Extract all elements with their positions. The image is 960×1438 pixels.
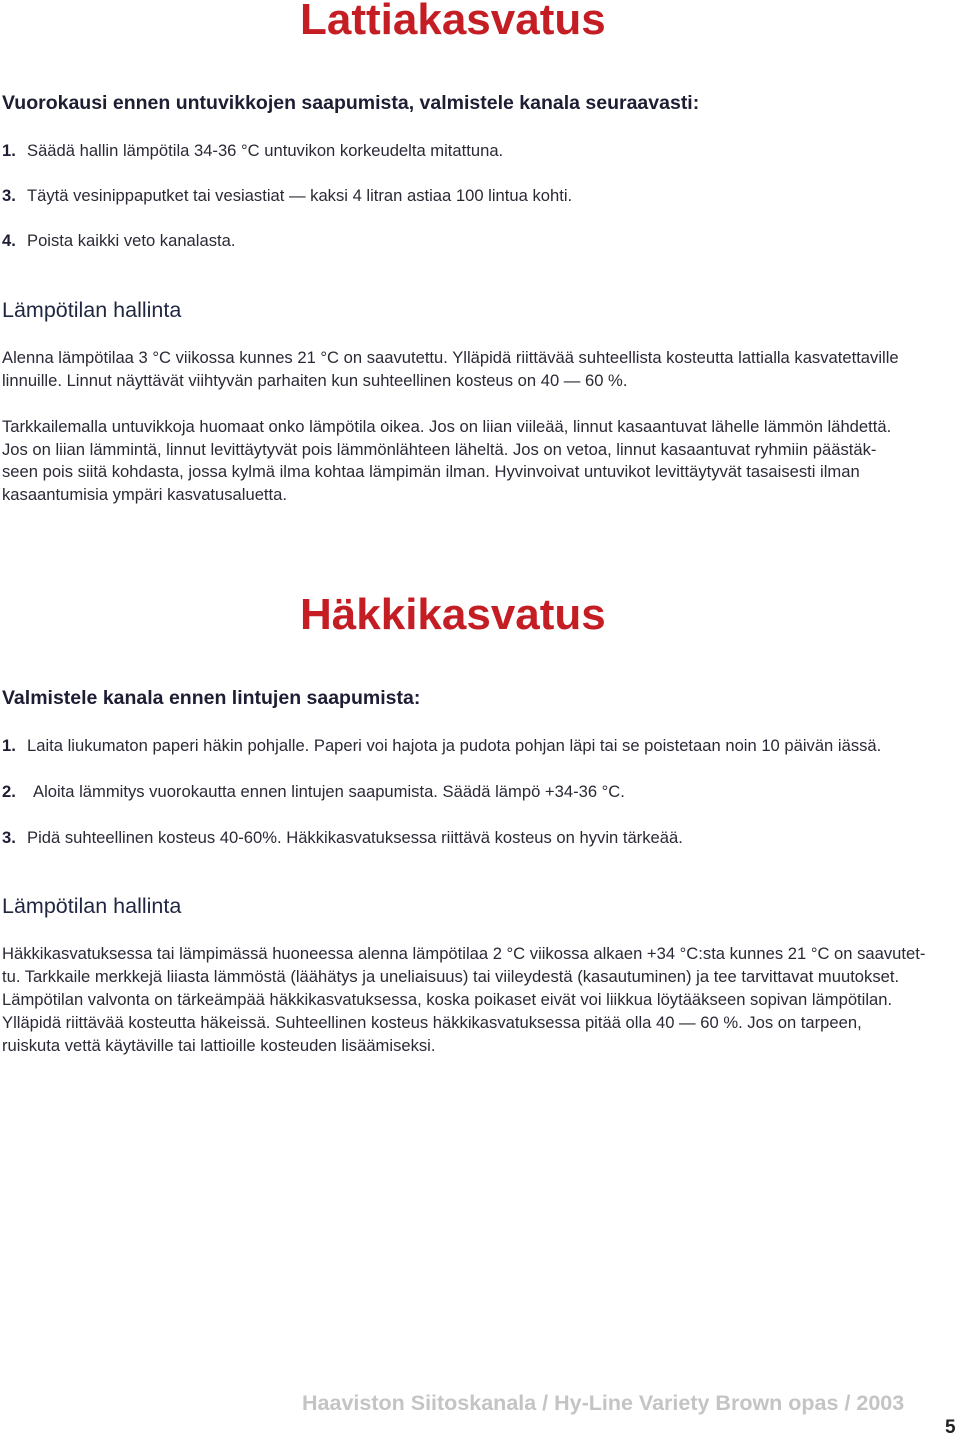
- step-number: 1.: [2, 141, 16, 160]
- paragraph-line: ruiskuta vettä käytäville tai lattioille kosteuden lisäämiseksi.: [2, 1036, 436, 1055]
- footer-credit: Haaviston Siitoskanala / Hy-Line Variety Brown opas / 2003: [302, 1391, 905, 1415]
- step-number: 1.: [2, 736, 16, 755]
- paragraph-line: kasaantumisia ympäri kasvatusaluetta.: [2, 484, 287, 504]
- step-text: Täytä vesinippaputket tai vesiastiat — kaksi 4 litran astiaa 100 lintua kohti.: [27, 186, 573, 205]
- paragraph-line: Ylläpidä riittävää kosteutta häkeissä. Suhteellinen kosteus häkkikasvatuksessa pitää olla 40 — 60 %. Jos on tarpeen,: [2, 1013, 862, 1032]
- paragraph-line: tu. Tarkkaile merkkejä liiasta lämmöstä (läähätys ja uneliaisuus) tai viileydestä (kasautuminen) ja tee tarvittavat muutokset.: [2, 967, 900, 986]
- page-number: 5: [945, 1417, 956, 1438]
- cage-step: [2, 780, 625, 804]
- step-text: Aloita lämmitys vuorokautta ennen lintujen saapumista. Säädä lämpö +34-36 °C.: [33, 782, 625, 801]
- paragraph-line: seen pois siitä kohdasta, jossa kylmä ilma kohtaa lämpimän ilman. Hyvinvoivat untuvikot levittäytyvät tasaisesti ilman: [2, 462, 860, 481]
- cage-section-title: Häkkikasvatus: [300, 590, 606, 639]
- paragraph-line: Jos on liian lämmintä, linnut levittäytyvät pois lämmönlähteen läheltä. Jos on vetoa, linnut kasaantuvat ryhmiin päästäk-: [2, 439, 877, 459]
- floor-humidity-paragraph: [2, 346, 899, 392]
- cage-temperature-paragraph: [2, 942, 925, 1057]
- floor-intro-heading: Vuorokausi ennen untuvikkojen saapumista, valmistele kanala seuraavasti:: [2, 92, 700, 114]
- step-number: 3.: [2, 828, 16, 847]
- floor-step: [2, 229, 235, 253]
- cage-temperature-heading: Lämpötilan hallinta: [2, 894, 182, 918]
- floor-step: [2, 184, 572, 208]
- step-text: Pidä suhteellinen kosteus 40-60%. Häkkikasvatuksessa riittävä kosteus on hyvin tärkeää.: [27, 828, 683, 847]
- step-text: Säädä hallin lämpötila 34-36 °C untuvikon korkeudelta mitattuna.: [27, 141, 504, 160]
- paragraph-line: Lämpötilan valvonta on tärkeämpää häkkikasvatuksessa, koska poikaset eivät voi liikkua löytääkseen sopivan lämpötilan.: [2, 990, 893, 1009]
- floor-observation-paragraph: [2, 416, 891, 506]
- step-number: 3.: [2, 186, 16, 205]
- cage-step: [2, 826, 683, 850]
- paragraph-line: linnuille. Linnut näyttävät viihtyvän parhaiten kun suhteellinen kosteus on 40 — 60 %.: [2, 371, 628, 390]
- paragraph-line: Häkkikasvatuksessa tai lämpimässä huoneessa alenna lämpötilaa 2 °C viikossa alkaen +34 °C:sta kunnes 21 °C on saavutet-: [2, 944, 926, 963]
- step-number: 4.: [2, 231, 16, 250]
- floor-section-title: Lattiakasvatus: [300, 0, 606, 44]
- paragraph-line: Alenna lämpötilaa 3 °C viikossa kunnes 21 °C on saavutettu. Ylläpidä riittävää suhteellista kosteutta lattialla kasvatettaville: [2, 348, 899, 367]
- floor-temperature-heading: Lämpötilan hallinta: [2, 298, 182, 322]
- cage-intro-heading: Valmistele kanala ennen lintujen saapumista:: [2, 687, 421, 709]
- step-text: Poista kaikki veto kanalasta.: [27, 231, 236, 250]
- cage-step: [2, 734, 881, 758]
- step-text: Laita liukumaton paperi häkin pohjalle. Paperi voi hajota ja pudota pohjan läpi tai se poistetaan noin 10 päivän iässä.: [27, 736, 882, 755]
- step-number: 2.: [2, 782, 16, 801]
- floor-step: [2, 139, 503, 163]
- paragraph-line: Tarkkailemalla untuvikkoja huomaat onko lämpötila oikea. Jos on liian viileää, linnut kasaantuvat lähelle lämmön lähdettä.: [2, 417, 892, 436]
